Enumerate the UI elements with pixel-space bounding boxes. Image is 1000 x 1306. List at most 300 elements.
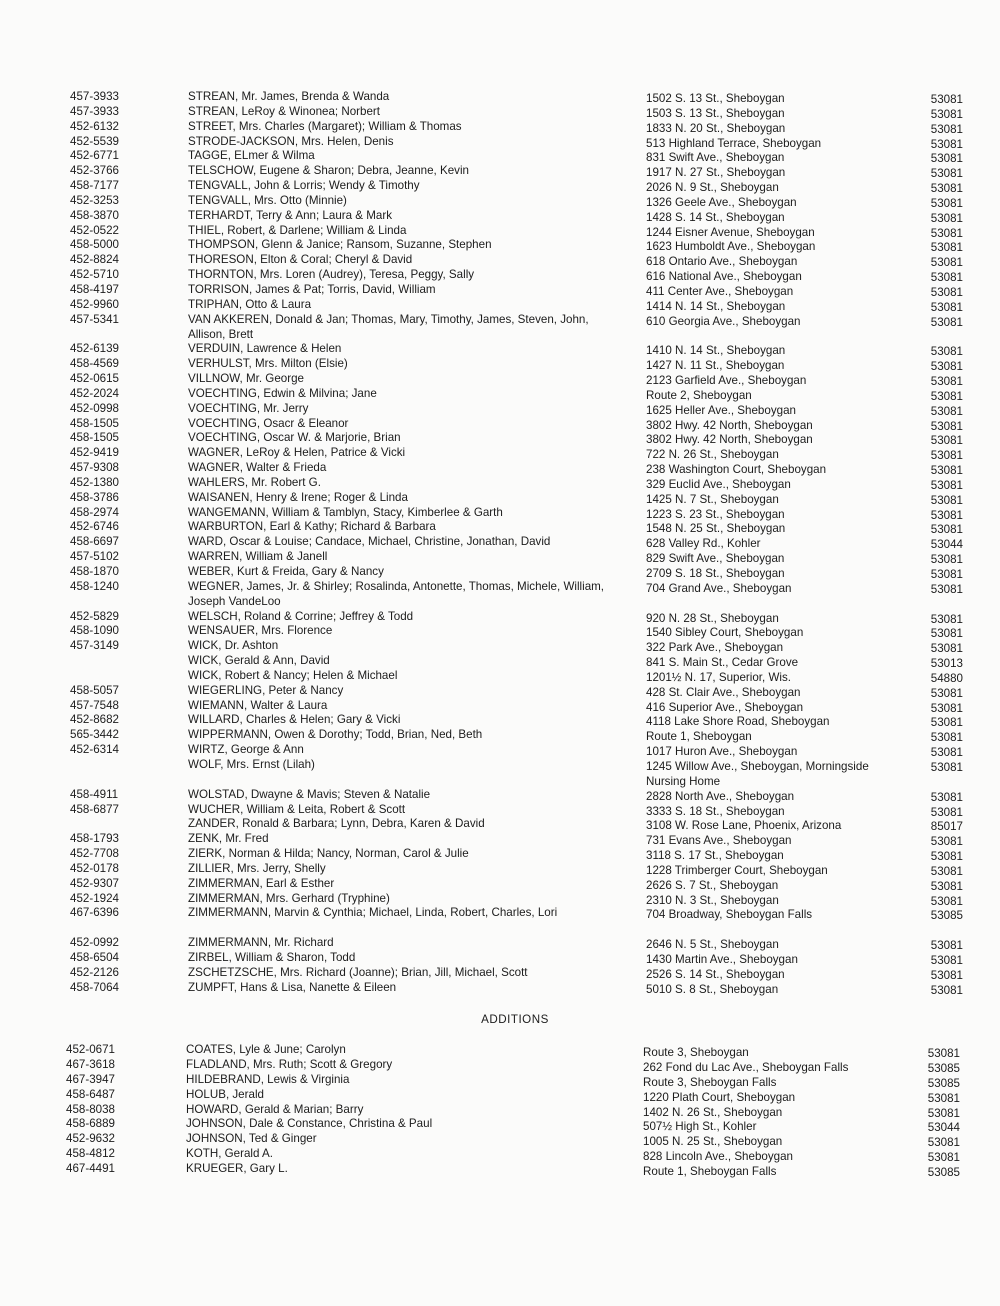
- phone-number: 452-5829: [70, 609, 119, 623]
- phone-number: 458-7064: [70, 980, 119, 994]
- street-address: 628 Valley Rd., Kohler: [646, 537, 761, 551]
- household-name: VOECHTING, Mr. Jerry: [188, 401, 309, 415]
- phone-number: 452-1380: [70, 475, 119, 489]
- street-address: 322 Park Ave., Sheboygan: [646, 641, 784, 655]
- directory-row: [0, 892, 1000, 907]
- household-name: KRUEGER, Gary L.: [186, 1162, 288, 1176]
- household-name: WIEMANN, Walter & Laura: [188, 698, 328, 712]
- directory-row: [0, 803, 1000, 818]
- street-address: 1244 Eisner Avenue, Sheboygan: [646, 225, 815, 239]
- zip-code: 53081: [930, 285, 963, 299]
- directory-row: [0, 387, 1000, 402]
- zip-code: 53081: [930, 478, 963, 492]
- household-name: TENGVALL, John & Lorris; Wendy & Timothy: [188, 179, 420, 193]
- household-name: WAHLERS, Mr. Robert G.: [188, 475, 321, 489]
- street-address: 262 Fond du Lac Ave., Sheboygan Falls: [643, 1060, 849, 1074]
- phone-number: 458-4197: [70, 282, 119, 296]
- phone-number: 452-8682: [70, 713, 119, 727]
- household-name: WANGEMANN, William & Tamblyn, Stacy, Kimberlee & Garth: [188, 505, 503, 519]
- zip-code: 53081: [930, 760, 963, 774]
- zip-code: 53081: [930, 211, 963, 225]
- phone-number: 458-5057: [70, 683, 119, 697]
- phone-number: 458-1870: [70, 565, 119, 578]
- zip-code: 53081: [930, 300, 963, 314]
- street-address: 1410 N. 14 St., Sheboygan: [646, 344, 786, 358]
- directory-row: [0, 417, 1000, 432]
- street-address: 3802 Hwy. 42 North, Sheboygan: [646, 433, 813, 447]
- street-address: 1623 Humboldt Ave., Sheboygan: [646, 240, 816, 254]
- street-address: 1414 N. 14 St., Sheboygan: [646, 299, 786, 313]
- household-name: WEGNER, James, Jr. & Shirley; Rosalinda, Antonette, Thomas, Michele, William, Joseph VandeLoo: [188, 579, 605, 608]
- phone-number: 452-5539: [70, 134, 119, 148]
- zip-code: 53081: [930, 345, 963, 359]
- street-address: Route 1, Sheboygan Falls: [643, 1165, 777, 1179]
- zip-code: 53081: [930, 464, 963, 478]
- zip-code: 53081: [930, 360, 963, 374]
- household-name: ZIERK, Norman & Hilda; Nancy, Norman, Carol & Julie: [188, 847, 469, 861]
- directory-row: [0, 135, 1000, 150]
- street-address: 1625 Heller Ave., Sheboygan: [646, 403, 796, 417]
- phone-number: 458-6487: [66, 1087, 115, 1101]
- directory-row: [0, 298, 1000, 313]
- zip-code: 53081: [930, 835, 963, 849]
- street-address: 411 Center Ave., Sheboygan: [646, 284, 794, 298]
- household-name: WICK, Gerald & Ann, David: [188, 654, 330, 668]
- zip-code: 53081: [930, 731, 963, 745]
- zip-code: 53081: [930, 864, 963, 878]
- directory-row: [0, 209, 1000, 224]
- street-address: Route 3, Sheboygan: [643, 1046, 749, 1059]
- phone-number: 452-0671: [66, 1043, 115, 1056]
- directory-row: [0, 164, 1000, 179]
- phone-number: 458-4569: [70, 357, 119, 371]
- street-address: Route 2, Sheboygan: [646, 388, 752, 402]
- household-name: THORNTON, Mrs. Loren (Audrey), Teresa, Peggy, Sally: [188, 268, 475, 282]
- household-name: KOTH, Gerald A.: [186, 1147, 273, 1161]
- household-name: ZIMMERMANN, Marvin & Cynthia; Michael, Linda, Robert, Charles, Lori: [188, 906, 558, 920]
- phone-number: 452-0615: [70, 372, 119, 386]
- zip-code: 53081: [930, 137, 963, 151]
- household-name: WELSCH, Roland & Corrine; Jeffrey & Todd: [188, 609, 414, 623]
- zip-code: 53081: [930, 523, 963, 537]
- street-address: 1425 N. 7 St., Sheboygan: [646, 492, 779, 506]
- phone-number: 458-1240: [70, 579, 119, 593]
- directory-row: [0, 224, 1000, 239]
- household-name: WIRTZ, George & Ann: [188, 743, 304, 757]
- household-name: WARBURTON, Earl & Kathy; Richard & Barbara: [188, 520, 436, 534]
- street-address: 428 St. Clair Ave., Sheboygan: [646, 685, 801, 699]
- household-name: STRODE-JACKSON, Mrs. Helen, Denis: [188, 134, 394, 148]
- street-address: 1402 N. 26 St., Sheboygan: [643, 1105, 783, 1119]
- phone-number: 457-7548: [70, 698, 119, 712]
- phone-number: 452-0998: [70, 401, 119, 415]
- directory-row: [0, 1162, 1000, 1180]
- zip-code: 53085: [927, 1076, 960, 1090]
- zip-code: 53081: [930, 196, 963, 210]
- household-name: TENGVALL, Mrs. Otto (Minnie): [188, 193, 347, 207]
- directory-row: [0, 951, 1000, 966]
- zip-code: 53081: [930, 850, 963, 864]
- street-address: 238 Washington Court, Sheboygan: [646, 463, 827, 477]
- directory-row: [0, 283, 1000, 298]
- zip-code: 53081: [930, 226, 963, 240]
- street-address: 1201½ N. 17, Superior, Wis.: [646, 670, 791, 684]
- phone-number: 458-1505: [70, 431, 119, 445]
- phone-number: 452-9960: [70, 297, 119, 311]
- phone-number: 452-9632: [66, 1132, 115, 1146]
- zip-code: 53081: [930, 805, 963, 819]
- household-name: HOWARD, Gerald & Marian; Barry: [186, 1102, 364, 1116]
- zip-code: 53081: [930, 404, 963, 418]
- street-address: 1427 N. 11 St., Sheboygan: [646, 359, 785, 373]
- street-address: 618 Ontario Ave., Sheboygan: [646, 255, 798, 269]
- directory-row: [0, 238, 1000, 253]
- directory-row: [0, 179, 1000, 194]
- zip-code: 53081: [927, 1106, 960, 1120]
- directory-row: [0, 906, 1000, 936]
- phone-number: 458-6697: [70, 535, 119, 549]
- household-name: ZIRBEL, William & Sharon, Todd: [188, 950, 356, 964]
- zip-code: 53013: [930, 657, 963, 671]
- zip-code: 53081: [930, 389, 963, 403]
- zip-code: 53081: [930, 493, 963, 507]
- zip-code: 53081: [930, 434, 963, 448]
- directory-row: [0, 1073, 1000, 1088]
- zip-code: 53081: [930, 612, 963, 626]
- phone-number: 452-3766: [70, 164, 119, 178]
- zip-code: 53081: [930, 627, 963, 641]
- street-address: 2123 Garfield Ave., Sheboygan: [646, 374, 807, 388]
- directory-row: [0, 1147, 1000, 1165]
- street-address: 3108 W. Rose Lane, Phoenix, Arizona: [646, 819, 842, 833]
- household-name: TERHARDT, Terry & Ann; Laura & Mark: [188, 208, 393, 222]
- street-address: 329 Euclid Ave., Sheboygan: [646, 477, 791, 491]
- street-address: Route 3, Sheboygan Falls: [643, 1075, 777, 1089]
- directory-row: [0, 491, 1000, 506]
- phone-number: 452-6771: [70, 149, 119, 163]
- household-name: TRIPHAN, Otto & Laura: [188, 297, 312, 311]
- street-address: 1017 Huron Ave., Sheboygan: [646, 745, 798, 759]
- directory-row: [0, 268, 1000, 283]
- phone-number: 452-8824: [70, 253, 119, 267]
- zip-code: 53085: [927, 1166, 960, 1180]
- household-name: COATES, Lyle & June; Carolyn: [186, 1043, 346, 1056]
- zip-code: 53081: [930, 375, 963, 389]
- household-name: WEBER, Kurt & Freida, Gary & Nancy: [188, 565, 384, 578]
- household-name: VILLNOW, Mr. George: [188, 372, 304, 386]
- phone-number: 452-2024: [70, 386, 119, 400]
- directory-row: [0, 877, 1000, 892]
- directory-row: [0, 253, 1000, 268]
- phone-number: 458-6504: [70, 950, 119, 964]
- street-address: 4118 Lake Shore Road, Sheboygan: [646, 715, 830, 729]
- street-address: 841 S. Main St., Cedar Grove: [646, 656, 799, 670]
- zip-code: 85017: [930, 820, 963, 834]
- household-name: STREET, Mrs. Charles (Margaret); William & Thomas: [188, 119, 462, 133]
- household-name: VOECHTING, Osacr & Eleanor: [188, 416, 349, 430]
- directory-row: [0, 446, 1000, 461]
- directory-row: [0, 699, 1000, 714]
- household-name: WOLSTAD, Dwayne & Mavis; Steven & Natalie: [188, 787, 431, 801]
- directory-row: [0, 981, 1000, 996]
- directory-row: [0, 520, 1000, 535]
- directory-row: [0, 357, 1000, 372]
- phone-number: 452-6139: [70, 342, 119, 356]
- directory-row: [0, 120, 1000, 135]
- directory-row: [0, 654, 1000, 669]
- zip-code: 53081: [930, 256, 963, 270]
- household-name: HILDEBRAND, Lewis & Virginia: [186, 1072, 350, 1086]
- directory-row: [0, 936, 1000, 951]
- directory-row: [0, 372, 1000, 387]
- phone-number: 458-4812: [66, 1147, 115, 1161]
- street-address: 1430 Martin Ave., Sheboygan: [646, 952, 798, 966]
- street-address: 3802 Hwy. 42 North, Sheboygan: [646, 418, 813, 432]
- zip-code: 53081: [927, 1136, 960, 1150]
- directory-row: [0, 1058, 1000, 1073]
- household-name: ZANDER, Ronald & Barbara; Lynn, Debra, Karen & David: [188, 817, 485, 831]
- phone-number: 452-6314: [70, 743, 119, 757]
- phone-number: 565-3442: [70, 728, 119, 742]
- household-name: WARD, Oscar & Louise; Candace, Michael, Christine, Jonathan, David: [188, 535, 551, 549]
- zip-code: 53081: [930, 746, 963, 760]
- household-name: TAGGE, ELmer & Wilma: [188, 149, 315, 163]
- street-address: 1833 N. 20 St., Sheboygan: [646, 121, 786, 135]
- directory-list: [0, 90, 1000, 995]
- street-address: 831 Swift Ave., Sheboygan: [646, 151, 785, 165]
- directory-row: [0, 684, 1000, 699]
- household-name: STREAN, Mr. James, Brenda & Wanda: [188, 90, 390, 103]
- phone-number: 458-2974: [70, 505, 119, 519]
- directory-row: [0, 402, 1000, 417]
- street-address: 1540 Sibley Court, Sheboygan: [646, 626, 804, 640]
- directory-row: [0, 1088, 1000, 1103]
- directory-row: [0, 817, 1000, 832]
- zip-code: 53081: [930, 107, 963, 121]
- zip-code: 53085: [927, 1061, 960, 1075]
- directory-row: [0, 431, 1000, 446]
- street-address: 2626 S. 7 St., Sheboygan: [646, 878, 779, 892]
- phone-number: 458-7177: [70, 179, 119, 193]
- zip-code: 53085: [930, 909, 963, 923]
- zip-code: 53081: [930, 939, 963, 953]
- phone-number: 452-2126: [70, 965, 119, 979]
- directory-row: [0, 728, 1000, 743]
- zip-code: 53081: [930, 953, 963, 967]
- zip-code: 53081: [930, 642, 963, 656]
- phone-number: 458-6877: [70, 802, 119, 816]
- zip-code: 53081: [930, 983, 963, 997]
- household-name: TELSCHOW, Eugene & Sharon; Debra, Jeanne, Kevin: [188, 164, 469, 178]
- phone-number: 452-6132: [70, 119, 119, 133]
- household-name: WENSAUER, Mrs. Florence: [188, 624, 333, 638]
- street-address: 1220 Plath Court, Sheboygan: [643, 1090, 796, 1104]
- street-address: 2646 N. 5 St., Sheboygan: [646, 938, 779, 952]
- directory-row: [0, 966, 1000, 981]
- directory-row: [0, 565, 1000, 580]
- phone-number: 457-3933: [70, 90, 119, 103]
- household-name: JOHNSON, Dale & Constance, Christina & Paul: [186, 1117, 433, 1131]
- street-address: 1503 S. 13 St., Sheboygan: [646, 106, 785, 120]
- directory-row: [0, 476, 1000, 491]
- additions-heading: ADDITIONS: [481, 1013, 549, 1026]
- street-address: Route 1, Sheboygan: [646, 730, 752, 744]
- directory-row: [0, 624, 1000, 639]
- directory-row: [0, 342, 1000, 357]
- household-name: THIEL, Robert, & Darlene; William & Linda: [188, 223, 407, 237]
- household-name: WAGNER, Walter & Frieda: [188, 461, 327, 475]
- household-name: WIPPERMANN, Owen & Dorothy; Todd, Brian, Ned, Beth: [188, 728, 483, 742]
- additions-list: [0, 1043, 1000, 1180]
- zip-code: 53081: [927, 1047, 960, 1060]
- phone-number: 458-3786: [70, 490, 119, 504]
- directory-row: [0, 832, 1000, 847]
- street-address: 704 Grand Ave., Sheboygan: [646, 581, 792, 595]
- household-name: VAN AKKEREN, Donald & Jan; Thomas, Mary, Timothy, James, Steven, John, Allison, Brett: [188, 312, 589, 341]
- zip-code: 53081: [930, 716, 963, 730]
- phone-number: 457-5102: [70, 550, 119, 564]
- zip-code: 53081: [930, 449, 963, 463]
- zip-code: 53081: [927, 1151, 960, 1165]
- phone-number: 457-3149: [70, 639, 119, 653]
- phone-number: 452-6746: [70, 520, 119, 534]
- zip-code: 53044: [927, 1121, 960, 1135]
- household-name: THOMPSON, Glenn & Janice; Ransom, Suzanne, Stephen: [188, 238, 492, 252]
- household-name: WAGNER, LeRoy & Helen, Patrice & Vicki: [188, 446, 406, 460]
- household-name: WOLF, Mrs. Ernst (Lilah): [188, 757, 315, 771]
- directory-row: [0, 847, 1000, 862]
- street-address: 1428 S. 14 St., Sheboygan: [646, 210, 785, 224]
- zip-code: 53081: [930, 701, 963, 715]
- street-address: 2310 N. 3 St., Sheboygan: [646, 893, 779, 907]
- directory-row: [0, 1103, 1000, 1118]
- household-name: VERHULST, Mrs. Milton (Elsie): [188, 357, 348, 371]
- street-address: 2526 S. 14 St., Sheboygan: [646, 967, 785, 981]
- phone-number: 458-8038: [66, 1102, 115, 1116]
- household-name: WILLARD, Charles & Helen; Gary & Vicki: [188, 713, 401, 727]
- directory-row: [0, 535, 1000, 550]
- zip-code: 53081: [930, 968, 963, 982]
- directory-row: [0, 149, 1000, 164]
- household-name: ZIMMERMAN, Mrs. Gerhard (Tryphine): [188, 891, 390, 905]
- street-address: 513 Highland Terrace, Sheboygan: [646, 136, 822, 150]
- directory-row: [0, 506, 1000, 521]
- directory-row: [0, 1117, 1000, 1135]
- phone-number: 452-0178: [70, 861, 119, 875]
- street-address: 1548 N. 25 St., Sheboygan: [646, 522, 786, 536]
- household-name: HOLUB, Jerald: [186, 1087, 264, 1101]
- street-address: 616 National Ave., Sheboygan: [646, 270, 802, 284]
- household-name: STREAN, LeRoy & Winonea; Norbert: [188, 104, 381, 118]
- phone-number: 458-4911: [70, 787, 119, 801]
- street-address: 1223 S. 23 St., Sheboygan: [646, 507, 785, 521]
- zip-code: 53081: [930, 271, 963, 285]
- street-address: 507½ High St., Kohler: [643, 1120, 757, 1134]
- phone-number: 458-3870: [70, 208, 119, 222]
- phone-number: 452-0522: [70, 223, 119, 237]
- phone-number: 452-0992: [70, 936, 119, 950]
- zip-code: 53044: [930, 538, 963, 552]
- street-address: 828 Lincoln Ave., Sheboygan: [643, 1150, 793, 1164]
- street-address: 2828 North Ave., Sheboygan: [646, 789, 795, 803]
- phone-number: 452-5710: [70, 268, 119, 282]
- street-address: 704 Broadway, Sheboygan Falls: [646, 908, 813, 922]
- household-name: VERDUIN, Lawrence & Helen: [188, 342, 342, 356]
- household-name: JOHNSON, Ted & Ginger: [186, 1132, 317, 1146]
- zip-code: 53081: [930, 122, 963, 136]
- household-name: FLADLAND, Mrs. Ruth; Scott & Gregory: [186, 1057, 393, 1071]
- household-name: WUCHER, William & Leita, Robert & Scott: [188, 802, 406, 816]
- street-address: 1326 Geele Ave., Sheboygan: [646, 195, 797, 209]
- directory-row: [0, 461, 1000, 476]
- directory-row: [0, 713, 1000, 728]
- zip-code: 53081: [930, 182, 963, 196]
- zip-code: 53081: [930, 568, 963, 581]
- household-name: WAISANEN, Henry & Irene; Roger & Linda: [188, 490, 408, 504]
- zip-code: 53081: [930, 241, 963, 255]
- directory-row: [0, 313, 1000, 343]
- zip-code: 53081: [930, 894, 963, 908]
- zip-code: 54880: [930, 671, 963, 685]
- street-address: 1228 Trimberger Court, Sheboygan: [646, 863, 828, 877]
- directory-row: [0, 669, 1000, 684]
- household-name: WICK, Dr. Ashton: [188, 639, 279, 653]
- phone-number: 452-1924: [70, 891, 119, 905]
- directory-row: [0, 1132, 1000, 1150]
- zip-code: 53081: [927, 1091, 960, 1105]
- directory-row: [0, 610, 1000, 625]
- phone-number: 467-4491: [66, 1162, 115, 1176]
- household-name: WICK, Robert & Nancy; Helen & Michael: [188, 668, 398, 682]
- phone-number: 467-6396: [70, 906, 119, 920]
- zip-code: 53081: [930, 167, 963, 181]
- household-name: THORESON, Elton & Coral; Cheryl & David: [188, 253, 413, 267]
- directory-row: [0, 580, 1000, 610]
- street-address: 1917 N. 27 St., Sheboygan: [646, 166, 786, 180]
- household-name: ZENK, Mr. Fred: [188, 832, 269, 846]
- street-address: 920 N. 28 St., Sheboygan: [646, 611, 779, 625]
- directory-row: [0, 788, 1000, 803]
- street-address: 1005 N. 25 St., Sheboygan: [643, 1135, 783, 1149]
- street-address: 1502 S. 13 St., Sheboygan: [646, 92, 785, 105]
- household-name: ZUMPFT, Hans & Lisa, Nanette & Eileen: [188, 980, 397, 994]
- phone-number: 458-1090: [70, 624, 119, 638]
- household-name: WIEGERLING, Peter & Nancy: [188, 683, 344, 697]
- street-address: 722 N. 26 St., Sheboygan: [646, 448, 779, 462]
- phone-number: 458-5000: [70, 238, 119, 252]
- phone-number: 452-3253: [70, 193, 119, 207]
- phone-number: 467-3947: [66, 1072, 115, 1086]
- zip-code: 53081: [930, 315, 963, 329]
- zip-code: 53081: [930, 152, 963, 166]
- phone-number: 458-6889: [66, 1117, 115, 1131]
- street-address: 3333 S. 18 St., Sheboygan: [646, 804, 785, 818]
- directory-row: [0, 639, 1000, 654]
- zip-code: 53081: [930, 93, 963, 106]
- street-address: 1245 Willow Ave., Sheboygan, Morningside Nursing Home: [646, 759, 869, 788]
- phone-number: 458-1793: [70, 832, 119, 846]
- directory-row: [0, 862, 1000, 877]
- household-name: VOECHTING, Edwin & Milvina; Jane: [188, 386, 377, 400]
- zip-code: 53081: [930, 419, 963, 433]
- street-address: 731 Evans Ave., Sheboygan: [646, 834, 792, 848]
- street-address: 610 Georgia Ave., Sheboygan: [646, 314, 801, 328]
- phone-number: 452-9307: [70, 876, 119, 890]
- directory-row: [0, 1043, 1000, 1058]
- phone-number: 467-3618: [66, 1057, 115, 1071]
- street-address: 416 Superior Ave., Sheboygan: [646, 700, 804, 714]
- directory-row: [0, 105, 1000, 120]
